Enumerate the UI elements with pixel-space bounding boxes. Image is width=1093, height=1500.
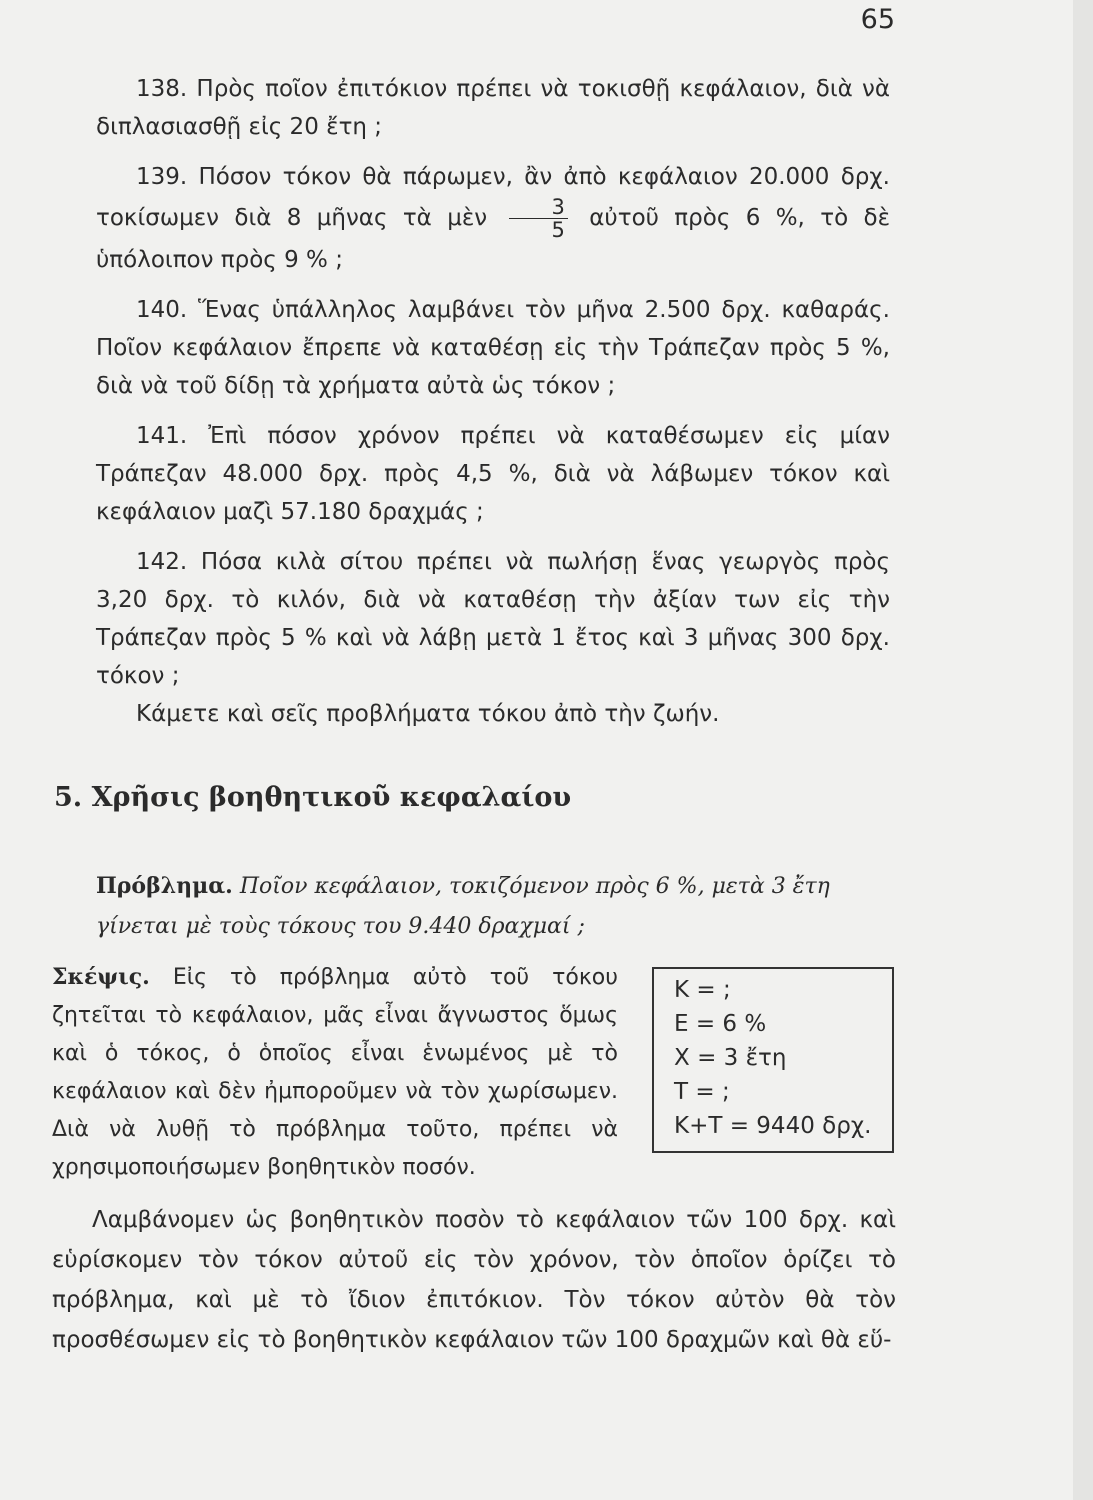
page-number: 65 bbox=[860, 4, 895, 35]
exercise-139 bbox=[96, 158, 890, 279]
thinking-label: Σκέψις. bbox=[52, 964, 150, 990]
exercise-139-text-b: αὐτοῦ πρὸς 6 %, τὸ δὲ ὑπόλοιπον πρὸς 9 % ; bbox=[96, 205, 891, 273]
fraction-numerator: 3 bbox=[509, 196, 568, 219]
exercise-138: 138. Πρὸς ποῖον ἐπιτόκιον πρέπει νὰ τοκισθῇ κεφάλαιον, διὰ νὰ διπλασιασθῇ εἰς 20 ἔτη ; bbox=[96, 76, 890, 140]
page-edge bbox=[1073, 0, 1093, 1500]
example-problem bbox=[96, 866, 900, 947]
given-interest: Τ = ; bbox=[674, 1079, 730, 1105]
problem-statement: Ποῖον κεφάλαιον, τοκιζόμενον πρὸς 6 %, μετὰ 3 ἔτη γίνεται μὲ τοὺς τόκους του 9.440 δραχμαί ; bbox=[96, 874, 830, 939]
fraction-three-fifths bbox=[509, 196, 568, 241]
givens-box bbox=[652, 967, 894, 1153]
problem-label: Πρόβλημα. bbox=[96, 873, 233, 899]
section-title: 5. Χρῆσις βοηθητικοῦ κεφαλαίου bbox=[54, 782, 572, 813]
exercises-block bbox=[96, 70, 890, 733]
given-capital: Κ = ; bbox=[674, 977, 731, 1003]
exercise-141: 141. Ἐπὶ πόσον χρόνον πρέπει νὰ καταθέσωμεν εἰς μίαν Τράπεζαν 48.000 δρχ. πρὸς 4,5 %, διὰ νὰ λάβωμεν τόκον καὶ κεφάλαιον μαζὶ 57.180 δραχμάς ; bbox=[96, 423, 890, 525]
thinking-text: Εἰς τὸ πρόβλημα αὐτὸ τοῦ τόκου ζητεῖται τὸ κεφάλαιον, μᾶς εἶναι ἄγνωστος ὅμως καὶ ὁ τόκος, ὁ ὁποῖος εἶναι ἑνωμένος μὲ τὸ κεφάλαιον καὶ δὲν ἠμποροῦμεν νὰ τὸν χωρίσωμεν. Διὰ νὰ λυθῇ τὸ πρόβλημα τοῦτο, πρέπει νὰ χρησιμοποιήσωμεν βοηθητικὸν ποσόν. bbox=[52, 965, 618, 1180]
solution-continuation: Λαμβάνομεν ὡς βοηθητικὸν ποσὸν τὸ κεφάλαιον τῶν 100 δρχ. καὶ εὑρίσκομεν τὸν τόκον αὐτοῦ εἰς τὸν χρόνον, τὸν ὁποῖον ὁρίζει τὸ πρόβλημα, καὶ μὲ τὸ ἴδιον ἐπιτόκιον. Τὸν τόκον αὐτὸν θὰ τὸν προσθέσωμεν εἰς τὸ βοηθητικὸν κεφάλαιον τῶν 100 δραχμῶν καὶ θὰ εὕ- bbox=[52, 1207, 896, 1353]
given-total: Κ+Τ = 9440 δρχ. bbox=[674, 1113, 872, 1139]
fraction-denominator: 5 bbox=[551, 218, 565, 242]
exercise-139-text-a: 139. Πόσον τόκον θὰ πάρωμεν, ἂν ἀπὸ κεφάλαιον 20.000 δρχ. τοκίσωμεν διὰ 8 μῆνας τὰ μὲν bbox=[96, 164, 890, 231]
thinking-paragraph bbox=[52, 958, 618, 1187]
exercise-142: 142. Πόσα κιλὰ σίτου πρέπει νὰ πωλήσῃ ἕνας γεωργὸς πρὸς 3,20 δρχ. τὸ κιλόν, διὰ νὰ καταθέσῃ τὴν ἀξίαν των εἰς τὴν Τράπεζαν πρὸς 5 % καὶ νὰ λάβῃ μετὰ 1 ἔτος καὶ 3 μῆνας 300 δρχ. τόκον ; bbox=[96, 549, 890, 689]
given-time: Χ = 3 ἔτη bbox=[674, 1045, 787, 1071]
closing-prompt: Κάμετε καὶ σεῖς προβλήματα τόκου ἀπὸ τὴν ζωήν. bbox=[136, 701, 720, 727]
given-rate: Ε = 6 % bbox=[674, 1011, 767, 1037]
exercise-140: 140. Ἕνας ὑπάλληλος λαμβάνει τὸν μῆνα 2.500 δρχ. καθαράς. Ποῖον κεφάλαιον ἔπρεπε νὰ καταθέσῃ εἰς τὴν Τράπεζαν πρὸς 5 %, διὰ νὰ τοῦ δίδῃ τὰ χρήματα αὐτὰ ὡς τόκον ; bbox=[96, 297, 890, 399]
